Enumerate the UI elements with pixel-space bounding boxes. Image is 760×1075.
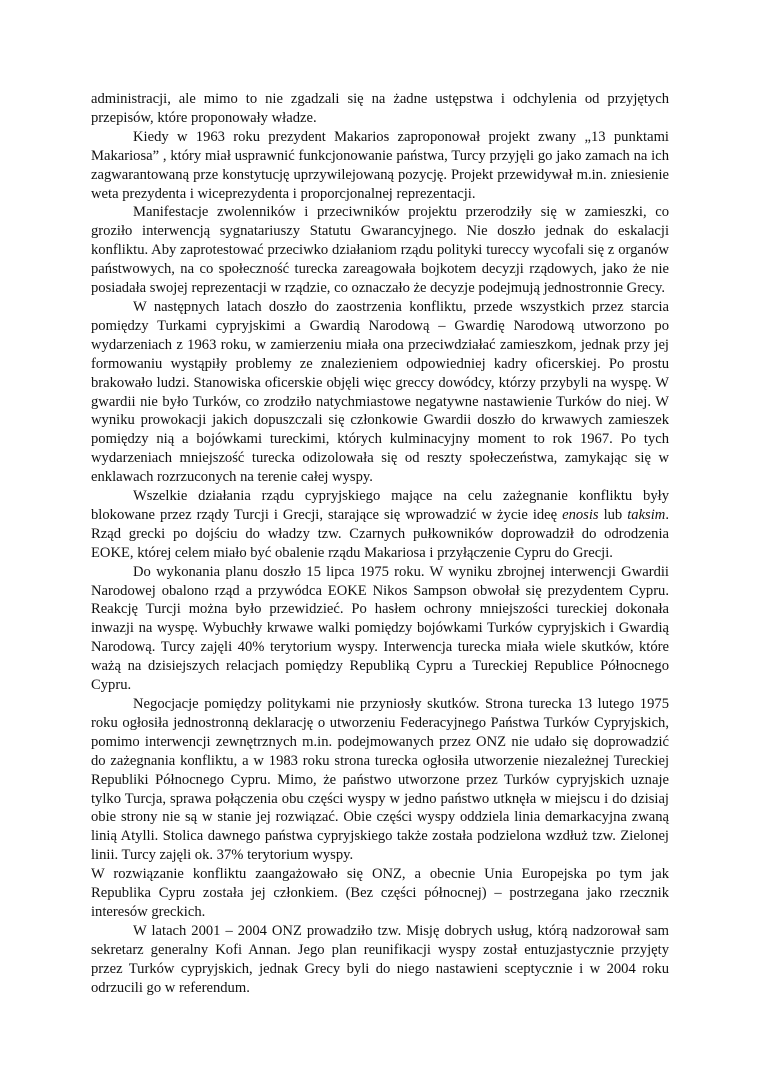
paragraph-text: Negocjacje pomiędzy politykami nie przyniosły skutków. Strona turecka 13 lutego 1975 roku ogłosiła jednostronną deklarację o utworzeniu Federacyjnego Państwa Turków Cypryjskich, pomimo interwencji zewnętrznych m.in. podejmowanych przez ONZ nie udało się doprowadzić do zażegnania konfliktu, a w 1983 roku strona turecka ogłosiła utworzenie niezależnej Tureckiej Republiki Północnego Cypru. Mimo, że państwo utworzone przez Turków cypryjskich uznaje tylko Turcja, sprawa połączenia obu części wyspy w jedno państwo utknęła w miejscu i do dzisiaj obie strony nie są w stanie jej rozwiązać. Obie części wyspy oddziela linia demarkacyjna zwaną linią Atylli. Stolica dawnego państwa cypryjskiego także została podzielona wzdłuż tzw. Zielonej linii. Turcy zajęli ok. 37% terytorium wyspy. (91, 696, 669, 864)
paragraph-text: lub (598, 506, 628, 523)
paragraph-4 (91, 298, 669, 487)
paragraph-6 (91, 563, 669, 695)
paragraph-text: administracji, ale mimo to nie zgadzali się na żadne ustępstwa i odchylenia od przyjętych przepisów, które proponowały władze. (91, 91, 669, 126)
italic-term-taksim: taksim (627, 506, 666, 523)
paragraph-5 (91, 487, 669, 563)
paragraph-text: W latach 2001 – 2004 ONZ prowadziło tzw. Misję dobrych usług, którą nadzorował sam sekretarz generalny Kofi Annan. Jego plan reunifikacji wyspy został entuzjastycznie przyjęty przez Turków cypryjskich, jednak Grecy byli do niego nastawieni sceptycznie i w 2004 roku odrzucili go w referendum. (91, 922, 669, 996)
paragraph-2 (91, 128, 669, 204)
paragraph-text: Manifestacje zwolenników i przeciwników projektu przerodziły się w zamieszki, co groziło interwencją sygnatariuszy Statutu Gwarancyjnego. Nie doszło jednak do eskalacji konfliktu. Aby zaprotestować przeciwko działaniom rządu polityki tureccy wycofali się z organów państwowych, na co społeczność turecka zareagowała bojkotem decyzji rządowych, jako że nie posiadała swojej reprezentacji w rządzie, co oznaczało że decyzje podejmują jednostronnie Grecy. (91, 204, 669, 297)
paragraph-3 (91, 203, 669, 298)
paragraph-text: . Rząd grecki po dojściu do władzy tzw. Czarnych pułkowników doprowadził do odrodzenia EOKE, której celem miało być obalenie rządu Makariosa i przyłączenie Cypru do Grecji. (91, 506, 669, 561)
document-page (91, 90, 669, 998)
paragraph-9 (91, 922, 669, 998)
paragraph-8 (91, 865, 669, 922)
italic-term-enosis: enosis (562, 506, 599, 523)
paragraph-text: W następnych latach doszło do zaostrzenia konfliktu, przede wszystkich przez starcia pomiędzy Turkami cypryjskimi a Gwardią Narodową – Gwardię Narodową utworzono po wydarzeniach z 1963 roku, w zamierzeniu miała ona przeciwdziałać zamieszkom, jednak przy jej formowaniu wystąpiły problemy ze znalezieniem odpowiedniej kadry oficerskiej. Po prostu brakowało ludzi. Stanowiska oficerskie objęli więc greccy dowódcy, którzy przybyli na wyspę. W gwardii nie było Turków, co zrodziło natychmiastowe negatywne nastawienie Turków do niej. W wyniku prowokacji jakich dopuszczali się członkowie Gwardii doszło do krwawych zamieszek pomiędzy nią a bojówkami tureckimi, których kulminacyjny moment to rok 1967. Po tych wydarzeniach mniejszość turecka odizolowała się od reszty społeczeństwa, zamykając się w enklawach rozrzuconych na terenie całej wyspy. (91, 298, 669, 486)
paragraph-text: Wszelkie działania rządu cypryjskiego mające na celu zażegnanie konfliktu były blokowane przez rządy Turcji i Grecji, starające się wprowadzić w życie ideę (91, 488, 669, 523)
paragraph-text: W rozwiązanie konfliktu zaangażowało się ONZ, a obecnie Unia Europejska po tym jak Republika Cypru została jej członkiem. (Bez części północnej) – postrzegana jako rzecznik interesów greckich. (91, 866, 669, 920)
paragraph-7 (91, 695, 669, 865)
paragraph-1 (91, 90, 669, 128)
paragraph-text: Do wykonania planu doszło 15 lipca 1975 roku. W wyniku zbrojnej interwencji Gwardii Narodowej obalono rząd a przywódca EOKE Nikos Sampson obwołał się prezydentem Cypru. Reakcję Turcji można było przewidzieć. Po hasłem ochrony mniejszości tureckiej dokonała inwazji na wyspę. Wybuchły krwawe walki pomiędzy bojówkami Turków cypryjskich i Gwardią Narodową. Turcy zajęli 40% terytorium wyspy. Interwencja turecka miała wiele skutków, które ważą na dzisiejszych relacjach pomiędzy Republiką Cypru a Tureckiej Republice Północnego Cypru. (91, 563, 669, 694)
paragraph-text: Kiedy w 1963 roku prezydent Makarios zaproponował projekt zwany „13 punktami Makariosa” , który miał usprawnić funkcjonowanie państwa, Turcy przyjęli go jako zamach na ich zagwarantowaną prze konstytucję uprzywilejowaną pozycję. Projekt przewidywał m.in. zniesienie weta prezydenta i wiceprezydenta i proporcjonalnej reprezentacji. (91, 128, 669, 202)
